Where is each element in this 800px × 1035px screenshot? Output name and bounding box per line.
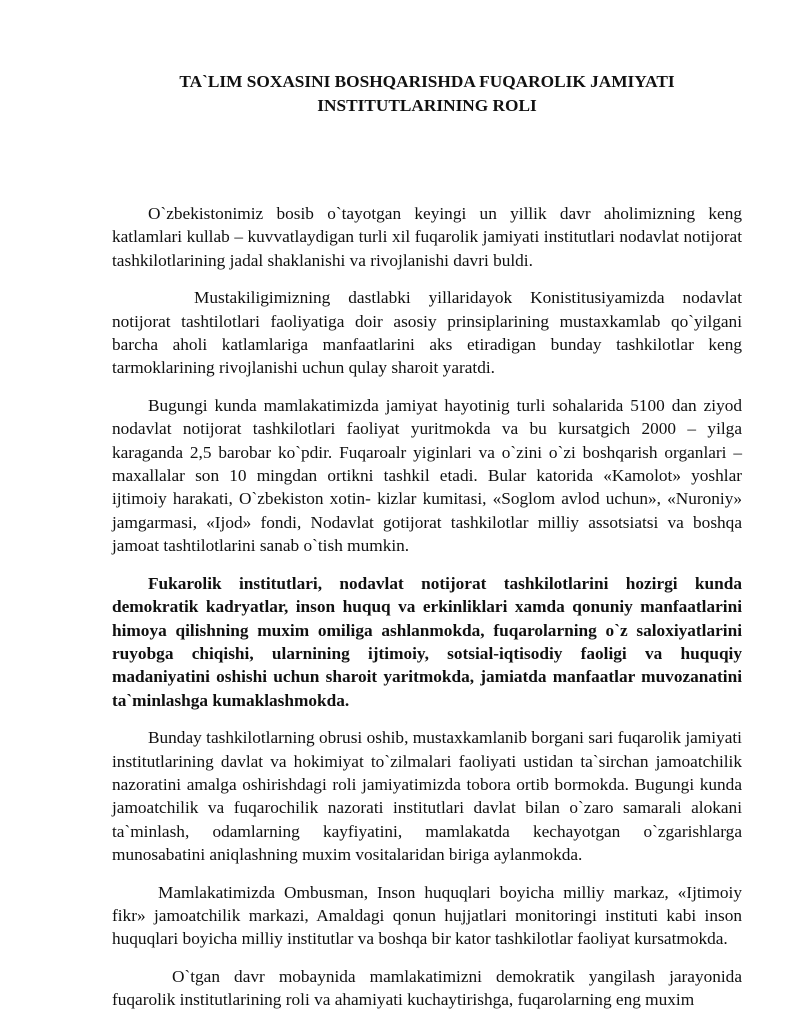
document-page (112, 70, 742, 1012)
paragraph-4-bold: Fukarolik institutlari, nodavlat notijorat tashkilotlarini hozirgi kunda demokratik kadryatlar, inson huquq va erkinliklari xamda qonuniy manfaatlarini himoya qilishning muxim omiliga ashlanmokda, fuqarolarning o`z saloxiyatlarini ruyobga chiqishi, ularnining ijtimoiy, sotsial-iqtisodiy faoligi va huquqiy madaniyatini oshishi uchun sharoit yaritmokda, jamiatda manfaatlar muvozanatini ta`minlashga kumaklashmokda. (112, 573, 742, 710)
document-title-line-2: INSTITUTLARINING ROLI (317, 96, 537, 115)
document-title (112, 70, 742, 118)
document-title-line-1: TA`LIM SOXASINI BOSHQARISHDA FUQAROLIK JAMIYATI (179, 72, 675, 91)
paragraph-1: O`zbekistonimiz bosib o`tayotgan keyingi un yillik davr aholimizning keng katlamlari kullab – kuvvatlaydigan turli xil fuqarolik jamiyati institutlari nodavlat notijorat tashkilotlarining jadal shaklanishi va rivojlanishi davri buldi. (112, 204, 742, 270)
paragraph-6: Mamlakatimizda Ombusman, Inson huquqlari boyicha milliy markaz, «Ijtimoiy fikr» jamoatchilik markazi, Amaldagi qonun hujjatlari monitoringi instituti kabi inson huquqlari boyicha milliy institutlar va boshqa bir kator tashkilotlar faoliyat kursatmokda. (112, 882, 742, 949)
paragraph-2: Mustakiligimizning dastlabki yillaridayok Konistitusiyamizda nodavlat notijorat tashtilotlari faoliyatiga doir asosiy prinsiplarining mustaxkamlab qo`yilgani barcha aholi katlamlariga manfaatlarini aks etiradigan bunday tashkilotlar keng tarmoklarining rivojlanishi uchun qulay sharoit yaratdi. (112, 288, 742, 378)
paragraph-5: Bunday tashkilotlarning obrusi oshib, mustaxkamlanib borgani sari fuqarolik jamiyati institutlarining davlat va hokimiyat to`zilmalari faoliyati ustidan ta`sirchan jamoatchilik nazoratini amalga oshirishdagi roli jamiyatimizda tobora ortib bormokda. Bugungi kunda jamoatchilik va fuqarochilik nazorati institutlari davlat bilan o`zaro samarali alokani ta`minlash, odamlarning kayfiyatini, mamlakatda kechayotgan o`zgarishlarga munosabatini aniqlashning muxim vositalaridan biriga aylanmokda. (112, 728, 742, 865)
paragraph-7: O`tgan davr mobaynida mamlakatimizni demokratik yangilash jarayonida fuqarolik institutlarining roli va ahamiyati kuchaytirishga, fuqarolarning eng muxim (112, 966, 742, 1010)
paragraph-3: Bugungi kunda mamlakatimizda jamiyat hayotinig turli sohalarida 5100 dan ziyod nodavlat notijorat tashkilotlari faoliyat yuritmokda va bu kursatgich 2000 – yilga karaganda 2,5 barobar ko`pdir. Fuqaroalr yiginlari va o`zini o`zi boshqarish organlari – maxallalar son 10 mingdan ortikni tashkil etadi. Bular katorida «Kamolot» yoshlar ijtimoiy harakati, O`zbekiston xotin- kizlar kumitasi, «Soglom avlod uchun», «Nuroniy» jamgarmasi, «Ijod» fondi, Nodavlat gotijorat tashkilotlar milliy assotsiatsi va boshqa jamoat tashtilotlarini sanab o`tish mumkin. (112, 395, 742, 556)
